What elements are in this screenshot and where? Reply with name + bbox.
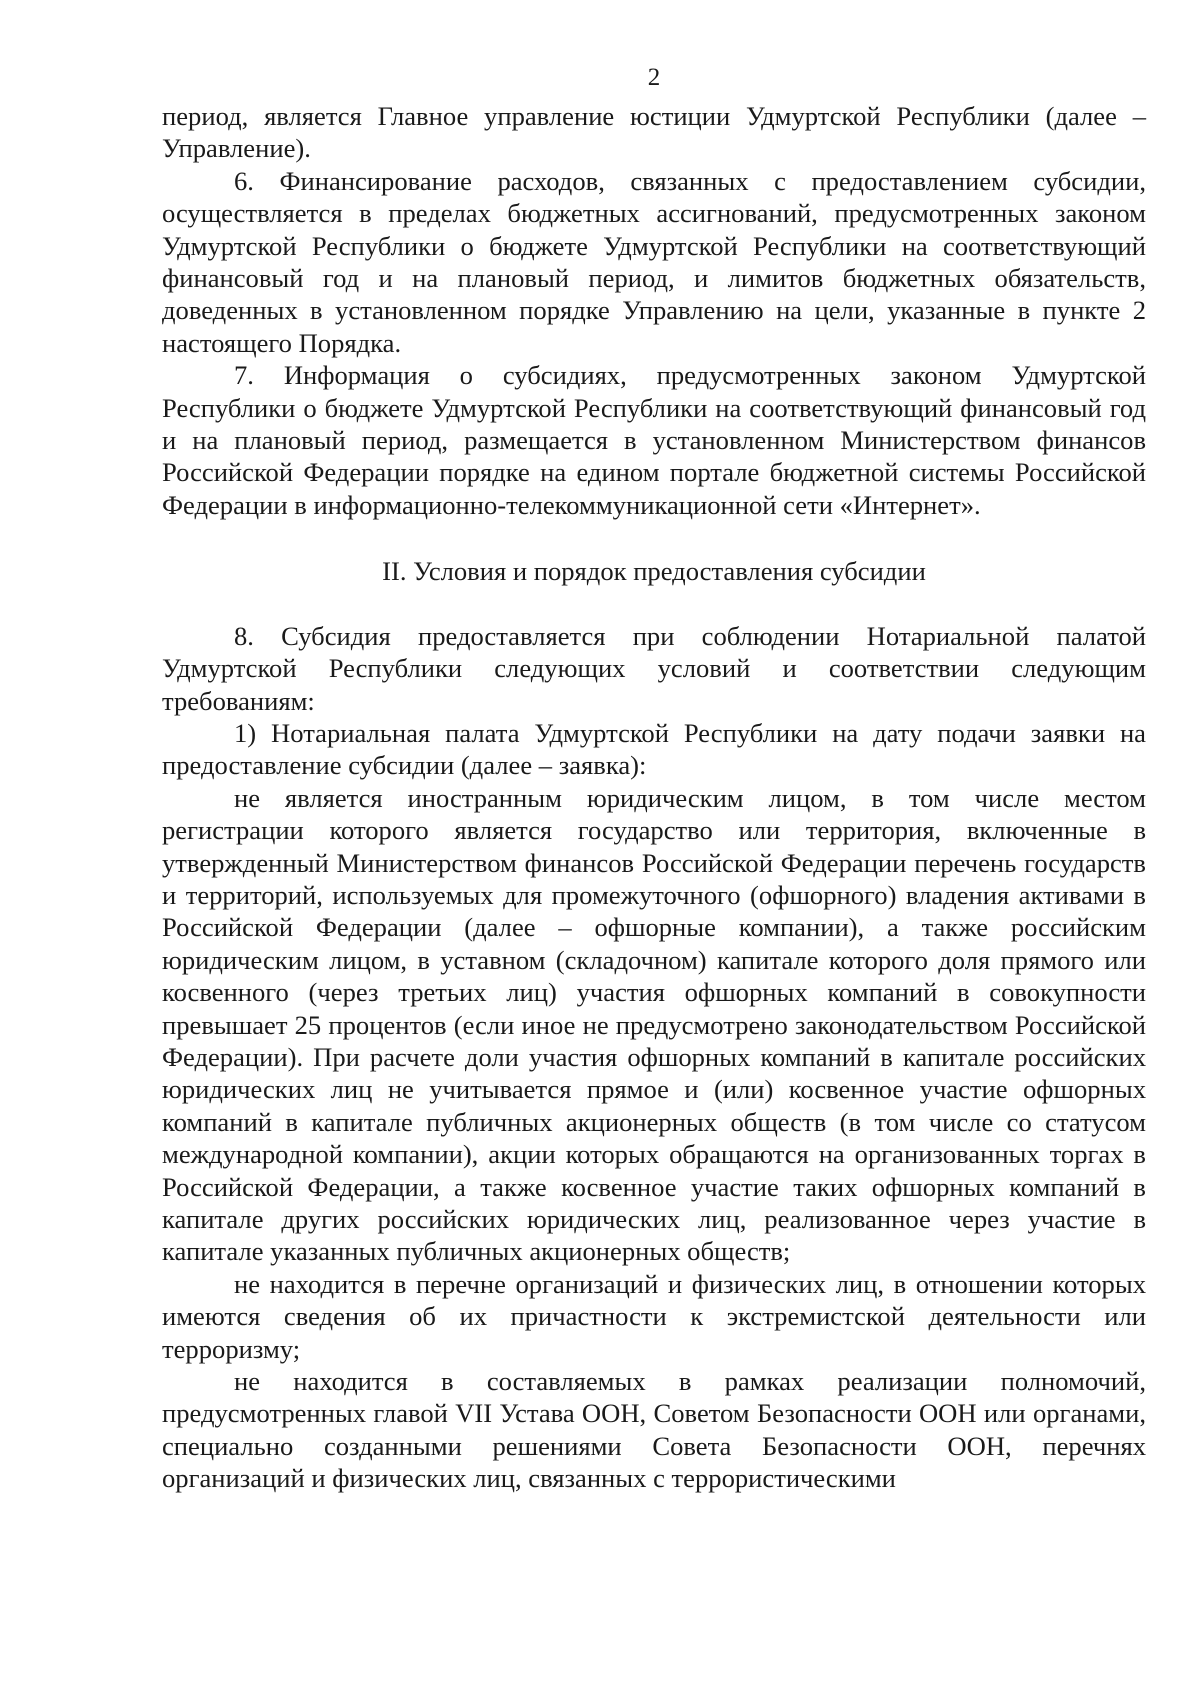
paragraph-subitem-1: 1) Нотариальная палата Удмуртской Республики на дату подачи заявки на предоставление субсидии (далее – заявка):	[162, 717, 1146, 781]
paragraph-offshore-condition: не является иностранным юридическим лицом, в том числе местом регистрации которого является государство или территория, включенные в утвержденный Министерством финансов Российской Федерации перечень государств и территорий, используемых для промежуточного (офшорного) владения активами в Российской Федерации (далее – офшорные компании), а также российским юридическим лицом, в уставном (складочном) капитале которого доля прямого или косвенного (через третьих лиц) участия офшорных компаний в совокупности превышает 25 процентов (если иное не предусмотрено законодательством Российской Федерации). При расчете доли участия офшорных компаний в капитале российских юридических лиц не учитывается прямое и (или) косвенное участие офшорных компаний в капитале публичных акционерных обществ (в том числе со статусом международной компании), акции которых обращаются на организованных торгах в Российской Федерации, а также косвенное участие таких офшорных компаний в капитале других российских юридических лиц, реализованное через участие в капитале указанных публичных акционерных обществ;	[162, 782, 1146, 1267]
paragraph-un-condition: не находится в составляемых в рамках реализации полномочий, предусмотренных главой VII Устава ООН, Советом Безопасности ООН или органами, специально созданными решениями Совета Безопасности ООН, перечнях организаций и физических лиц, связанных с террористическими	[162, 1366, 1146, 1494]
paragraph-item-7: 7. Информация о субсидиях, предусмотренных законом Удмуртской Республики о бюджете Удмуртской Республики на соответствующий финансовый год и на плановый период, размещается в установленном Министерством финансов Российской Федерации порядке на едином портале бюджетной системы Российской Федерации в информационно-телекоммуникационной сети «Интернет».	[162, 360, 1146, 520]
paragraph-item-8: 8. Субсидия предоставляется при соблюдении Нотариальной палатой Удмуртской Республики следующих условий и соответствии следующим требованиям:	[162, 620, 1146, 716]
document-page	[162, 62, 1146, 1495]
paragraph-item-6: 6. Финансирование расходов, связанных с предоставлением субсидии, осуществляется в пределах бюджетных ассигнований, предусмотренных законом Удмуртской Республики о бюджете Удмуртской Республики на соответствующий финансовый год и на плановый период, и лимитов бюджетных обязательств, доведенных в установленном порядке Управлению на цели, указанные в пункте 2 настоящего Порядка.	[162, 165, 1146, 358]
paragraphs-after	[162, 620, 1146, 1495]
paragraph-extremism-condition: не находится в перечне организаций и физических лиц, в отношении которых имеются сведения об их причастности к экстремистской деятельности или терроризму;	[162, 1268, 1146, 1364]
paragraphs-before	[162, 100, 1146, 521]
page-number: 2	[647, 64, 661, 91]
section-heading: II. Условия и порядок предоставления субсидии	[382, 556, 926, 587]
paragraph-continuation: период, является Главное управление юстиции Удмуртской Республики (далее – Управление).	[162, 101, 1146, 164]
